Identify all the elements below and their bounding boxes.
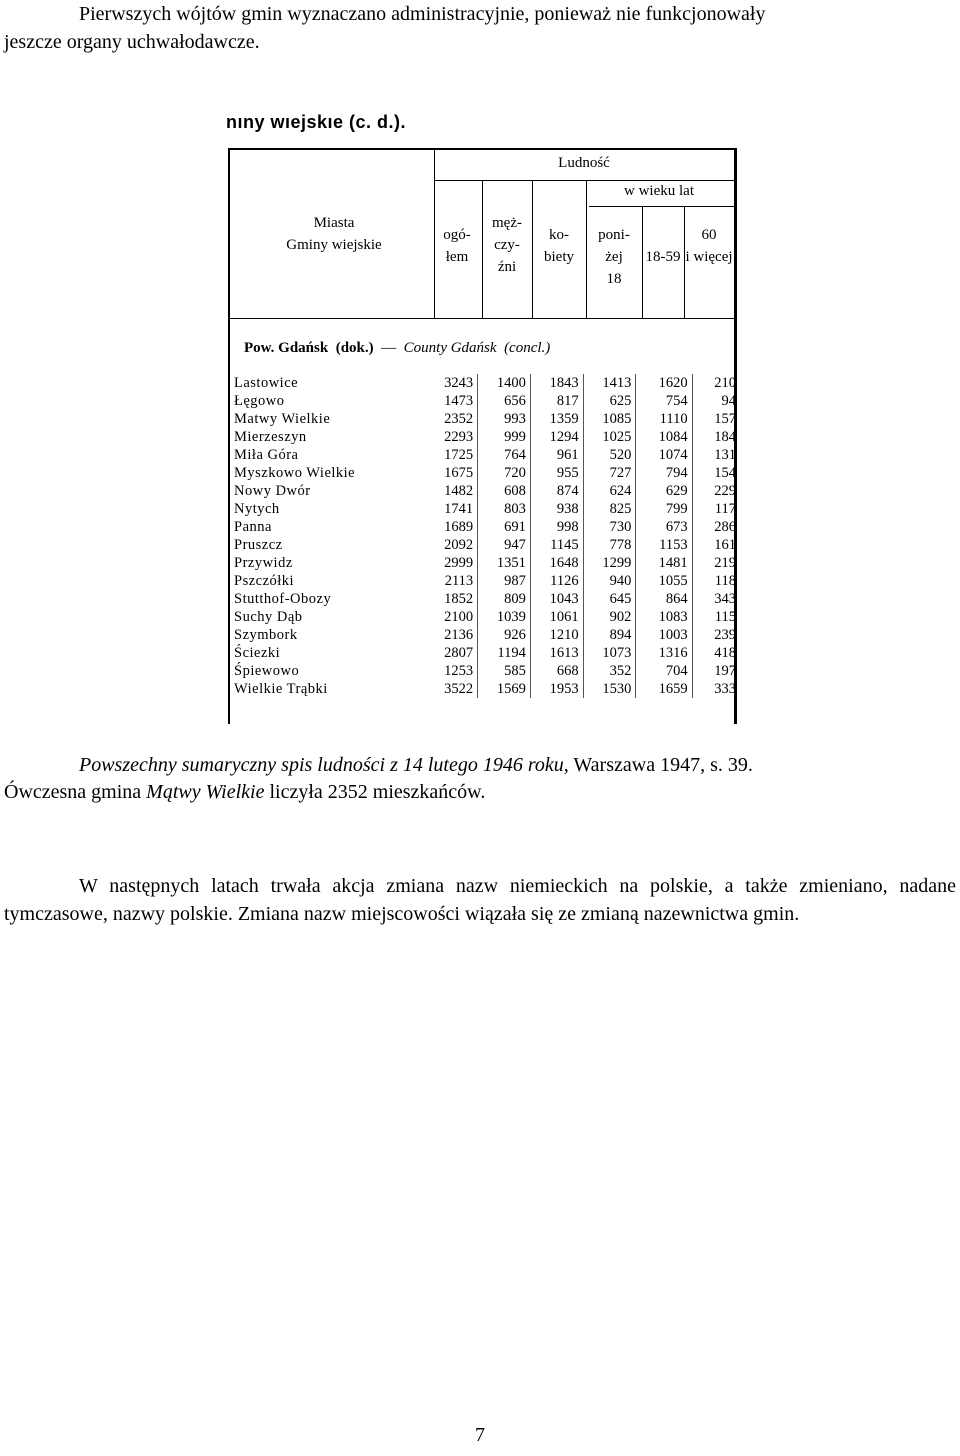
value-cell: 864 [636,590,692,608]
scanned-census-table [224,112,740,724]
value-cell: 352 [583,662,636,680]
table-fragment-title: nıny wıejskıe (c. d.). [226,112,407,132]
value-cell: 1413 [583,374,636,392]
value-cell: 1073 [583,644,636,662]
value-cell: 1085 [583,410,636,428]
value-cell: 1084 [636,428,692,446]
value-cell: 2352 [429,410,478,428]
county-concl: (concl.) [504,340,551,356]
value-cell: 161 [714,537,736,553]
gmina-name-cell: Matwy Wielkie [234,411,331,427]
value-cell: 691 [478,518,531,536]
table-row [230,554,740,572]
value-cell: 1359 [530,410,583,428]
table-row [230,536,740,554]
county-dash: — [381,340,397,356]
value-cell: 947 [478,536,531,554]
table-caption [4,752,956,806]
gmina-name-cell: Szymbork [234,627,298,643]
value-cell: 210 [714,375,736,391]
value-cell: 1316 [636,644,692,662]
value-cell: 1083 [636,608,692,626]
value-cell: 940 [583,572,636,590]
value-cell: 704 [636,662,692,680]
census-table [230,374,740,698]
value-cell: 157 [714,411,736,427]
value-cell: 730 [583,518,636,536]
value-cell: 219 [714,555,736,571]
table-row [230,572,740,590]
value-cell: 668 [530,662,583,680]
value-cell: 1725 [429,446,478,464]
value-cell: 117 [714,501,736,517]
value-cell: 817 [530,392,583,410]
table-row [230,464,740,482]
intro-paragraph [4,0,956,56]
value-cell: 115 [714,609,736,625]
gmina-name-cell: Nytych [234,501,280,517]
value-cell: 1530 [583,680,636,698]
value-cell: 343 [714,591,736,607]
gmina-name-cell: Mierzeszyn [234,429,307,445]
value-cell: 999 [478,428,531,446]
value-cell: 1852 [429,590,478,608]
county-row [244,340,550,357]
value-cell: 1253 [429,662,478,680]
table-row [230,428,740,446]
caption-source-rest: , Warszawa 1947, s. 39. [563,754,753,776]
table-row [230,446,740,464]
header-ludnosc: Ludność [558,155,610,171]
value-cell: 1473 [429,392,478,410]
intro-line-1: Pierwszych wójtów gmin wyznaczano administracyjnie, ponieważ nie funkcjonowały [79,3,766,25]
caption-line2a: Ówczesna gmina [4,781,147,803]
value-cell: 1620 [636,374,692,392]
table-row [230,518,740,536]
header-ponizej-3: 18 [606,271,622,287]
page-number: 7 [475,1424,485,1446]
value-cell: 118 [714,573,736,589]
header-kobiety-2: biety [544,249,574,265]
table-row [230,392,740,410]
header-sixty-1: 60 [701,227,717,243]
value-cell: 1613 [530,644,583,662]
value-cell: 1055 [636,572,692,590]
table-row [230,482,740,500]
intro-line-2: jeszcze organy uchwałodawcze. [4,31,260,53]
header-ponizej-2: żej [605,249,623,265]
value-cell: 1953 [530,680,583,698]
value-cell: 131 [714,447,736,463]
value-cell: 2113 [429,572,478,590]
value-cell: 608 [478,482,531,500]
value-cell: 926 [478,626,531,644]
value-cell: 1675 [429,464,478,482]
body-paragraph: W następnych latach trwała akcja zmiana nazw niemieckich na polskie, a także zmieniano, nadane tymczasowe, nazwy polskie. Zmiana nazw miejscowości wiązała się ze zmianą nazewnictwa gmin. [4,875,956,925]
gmina-name-cell: Stutthof-Obozy [234,591,332,607]
value-cell: 961 [530,446,583,464]
header-range: 18-59 [645,249,681,265]
value-cell: 629 [636,482,692,500]
value-cell: 1351 [478,554,531,572]
table-row [230,374,740,392]
value-cell: 1481 [636,554,692,572]
value-cell: 894 [583,626,636,644]
value-cell: 520 [583,446,636,464]
value-cell: 624 [583,482,636,500]
gmina-name-cell: Przywidz [234,555,293,571]
header-gminy: Gminy wiejskie [286,237,382,253]
value-cell: 1061 [530,608,583,626]
value-cell: 1689 [429,518,478,536]
value-cell: 239 [714,627,736,643]
value-cell: 2100 [429,608,478,626]
value-cell: 3522 [429,680,478,698]
value-cell: 656 [478,392,531,410]
value-cell: 1482 [429,482,478,500]
value-cell: 1400 [478,374,531,392]
value-cell: 998 [530,518,583,536]
value-cell: 1025 [583,428,636,446]
value-cell: 809 [478,590,531,608]
value-cell: 645 [583,590,636,608]
value-cell: 184 [714,429,736,445]
gmina-name-cell: Nowy Dwór [234,483,311,499]
table-row [230,680,740,698]
header-mezczyzni-1: męż- [492,215,522,231]
header-ponizej-1: poni- [598,227,630,243]
value-cell: 1659 [636,680,692,698]
value-cell: 94 [721,393,736,409]
value-cell: 955 [530,464,583,482]
gmina-name-cell: Pszczółki [234,573,295,589]
value-cell: 1194 [478,644,531,662]
value-cell: 1003 [636,626,692,644]
value-cell: 1145 [530,536,583,554]
value-cell: 993 [478,410,531,428]
value-cell: 333 [714,681,736,697]
value-cell: 418 [714,645,736,661]
caption-line2c: liczyła 2352 mieszkańców. [264,781,486,803]
header-wieku: w wieku lat [624,183,694,199]
value-cell: 1110 [636,410,692,428]
value-cell: 938 [530,500,583,518]
gmina-name-cell: Suchy Dąb [234,609,303,625]
value-cell: 1039 [478,608,531,626]
value-cell: 673 [636,518,692,536]
header-sixty-2: i więcej [685,249,733,265]
gmina-name-cell: Ściezki [234,645,281,661]
gmina-name-cell: Śpiewowo [234,663,300,679]
value-cell: 1294 [530,428,583,446]
gmina-name-cell: Wielkie Trąbki [234,681,328,697]
table-row [230,644,740,662]
value-cell: 2293 [429,428,478,446]
gmina-name-cell: Lastowice [234,375,299,391]
value-cell: 754 [636,392,692,410]
value-cell: 625 [583,392,636,410]
header-ogolem-1: ogó- [443,227,471,243]
value-cell: 1569 [478,680,531,698]
table-row [230,590,740,608]
table-row [230,662,740,680]
county-name: County Gdańsk [403,340,497,356]
value-cell: 799 [636,500,692,518]
value-cell: 1126 [530,572,583,590]
header-miasta: Miasta [313,215,355,231]
value-cell: 720 [478,464,531,482]
value-cell: 2092 [429,536,478,554]
value-cell: 902 [583,608,636,626]
value-cell: 229 [714,483,736,499]
value-cell: 727 [583,464,636,482]
value-cell: 1299 [583,554,636,572]
value-cell: 1153 [636,536,692,554]
value-cell: 197 [714,663,736,679]
value-cell: 2807 [429,644,478,662]
value-cell: 794 [636,464,692,482]
value-cell: 825 [583,500,636,518]
value-cell: 1741 [429,500,478,518]
header-kobiety-1: ko- [549,227,569,243]
value-cell: 3243 [429,374,478,392]
header-mezczyzni-2: czy- [494,237,520,253]
value-cell: 874 [530,482,583,500]
value-cell: 803 [478,500,531,518]
header-mezczyzni-3: źni [497,259,517,275]
county-pow: Pow. Gdańsk [244,340,329,356]
value-cell: 1648 [530,554,583,572]
gmina-name-cell: Łęgowo [234,393,285,409]
caption-source-title: Powszechny sumaryczny spis ludności z 14 lutego 1946 roku [79,754,564,776]
value-cell: 764 [478,446,531,464]
header-ogolem-2: łem [445,249,469,265]
value-cell: 2999 [429,554,478,572]
table-row [230,500,740,518]
value-cell: 778 [583,536,636,554]
value-cell: 1843 [530,374,583,392]
table-row [230,626,740,644]
caption-gmina-name: Mątwy Wielkie [146,781,265,803]
gmina-name-cell: Pruszcz [234,537,283,553]
value-cell: 1074 [636,446,692,464]
gmina-name-cell: Miła Góra [234,447,299,463]
gmina-name-cell: Panna [234,519,272,535]
table-row [230,608,740,626]
county-dok: (dok.) [335,340,374,356]
value-cell: 1043 [530,590,583,608]
value-cell: 987 [478,572,531,590]
value-cell: 585 [478,662,531,680]
table-row [230,410,740,428]
value-cell: 1210 [530,626,583,644]
value-cell: 2136 [429,626,478,644]
value-cell: 286 [714,519,736,535]
gmina-name-cell: Myszkowo Wielkie [234,465,356,481]
value-cell: 154 [714,465,736,481]
